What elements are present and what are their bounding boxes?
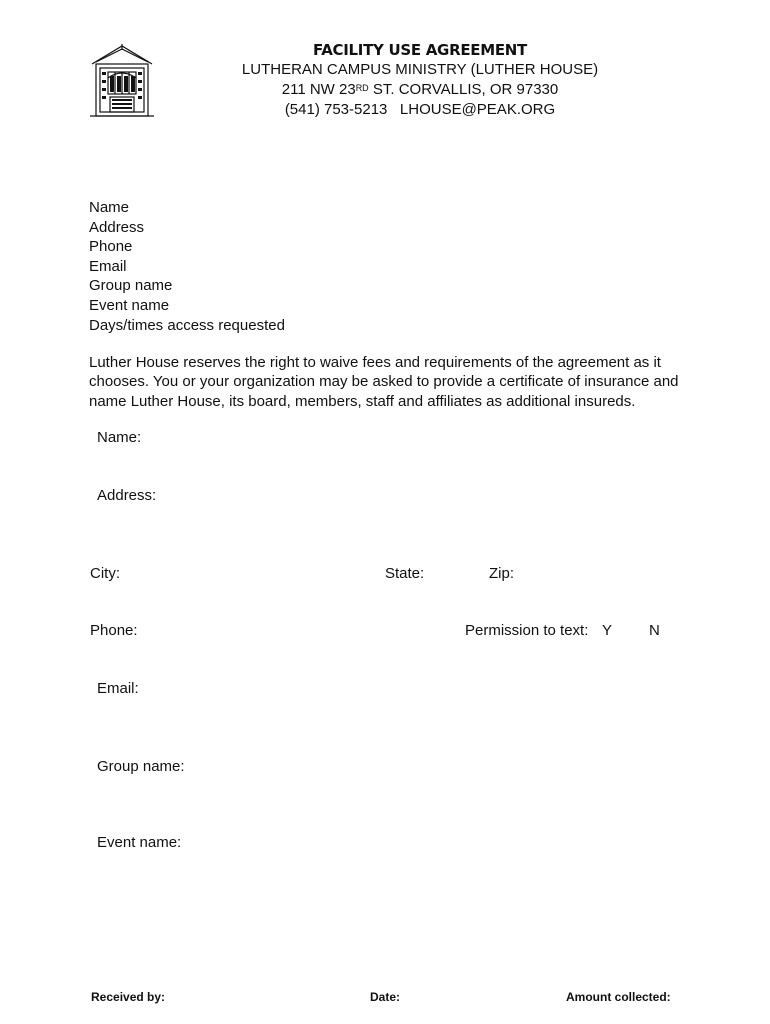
phone-field-label: Phone:	[90, 622, 138, 639]
list-item: Email	[89, 257, 127, 275]
required-info-list	[89, 198, 285, 335]
permission-yes-option: Y	[602, 622, 613, 639]
state-field-label: State:	[385, 565, 425, 582]
email-field-label: Email:	[97, 680, 139, 697]
organization-contact: (541) 753-5213 LHOUSE@PEAK.ORG	[284, 101, 556, 118]
group-name-field-label: Group name:	[97, 758, 185, 775]
list-item: Days/times access requested	[89, 316, 285, 334]
received-by-label: Received by:	[91, 990, 166, 1004]
luther-house-logo	[88, 42, 156, 118]
list-item: Address	[89, 218, 145, 236]
name-field-label: Name:	[97, 429, 142, 446]
zip-field-label: Zip:	[489, 565, 515, 582]
list-item: Name	[89, 199, 130, 216]
list-item: Phone	[89, 238, 133, 256]
organization-address: 211 NW 23RD ST. CORVALLIS, OR 97330	[281, 81, 559, 98]
address-field-label: Address:	[97, 487, 157, 504]
permission-no-option: N	[649, 622, 660, 639]
letterhead	[200, 40, 640, 120]
terms-paragraph: Luther House reserves the right to waive fees and requirements of the agreement as it chooses. You or your organization may be asked to provide a certificate of insurance and name Luther House, its board, members, staff and affiliates as additional insureds.	[89, 354, 679, 410]
date-label: Date:	[370, 990, 401, 1004]
city-field-label: City:	[90, 565, 120, 582]
organization-name: LUTHERAN CAMPUS MINISTRY (LUTHER HOUSE)	[241, 61, 599, 78]
list-item: Group name	[89, 277, 173, 295]
event-name-field-label: Event name:	[97, 834, 182, 851]
document-title: FACILITY USE AGREEMENT	[313, 41, 527, 59]
amount-collected-label: Amount collected:	[566, 990, 671, 1004]
permission-to-text-label: Permission to text:	[465, 622, 589, 639]
list-item: Event name	[89, 296, 170, 314]
